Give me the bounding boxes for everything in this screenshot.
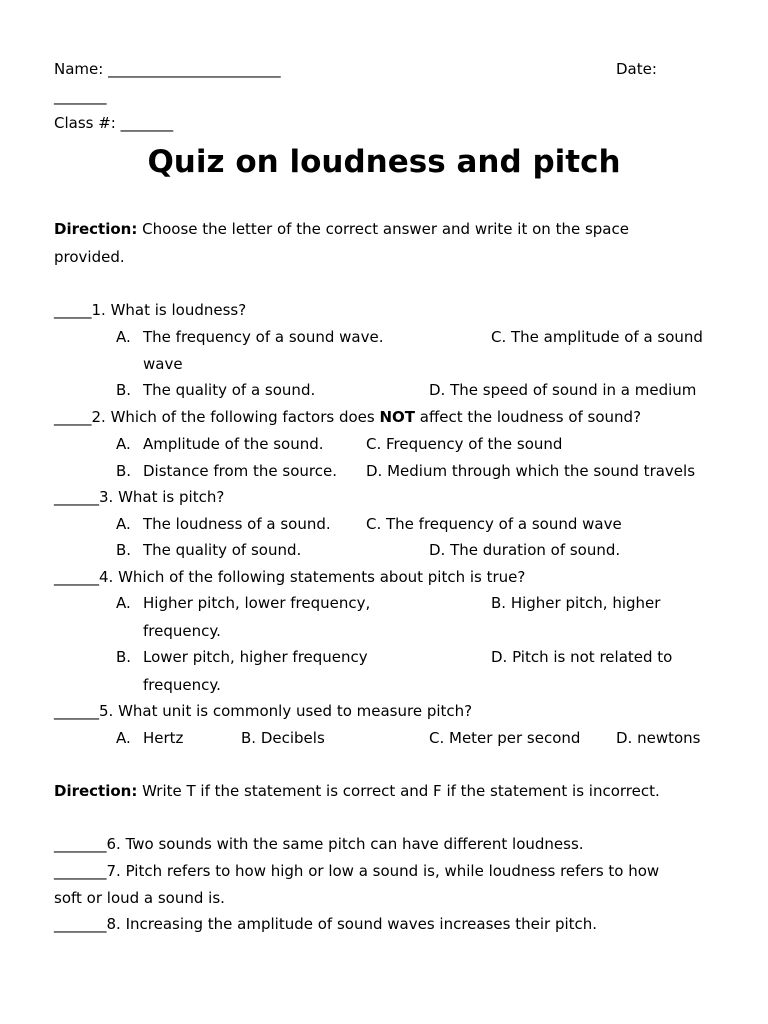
- q2-option-d: D. Medium through which the sound travels: [366, 462, 696, 480]
- class-number-field-label: Class #: _______: [54, 114, 174, 132]
- q2-option-a-letter: A.: [116, 435, 131, 453]
- question-2: [54, 410, 641, 425]
- q1-option-c: C. The amplitude of a sound: [491, 328, 703, 346]
- question-4: ______4. Which of the following statements about pitch is true?: [54, 568, 526, 586]
- name-field-label: Name: _______________________: [54, 60, 281, 78]
- q3-option-b-letter: B.: [116, 541, 132, 559]
- q1-option-a: The frequency of a sound wave.: [143, 328, 384, 346]
- q2-prompt-end: affect the loudness of sound?: [415, 408, 642, 426]
- q1-option-c-continued: wave: [143, 355, 183, 373]
- question-1: _____1. What is loudness?: [54, 301, 247, 319]
- q1-option-b: The quality of a sound.: [143, 381, 316, 399]
- q4-option-a-letter: A.: [116, 594, 131, 612]
- question-8: _______8. Increasing the amplitude of sound waves increases their pitch.: [54, 915, 598, 933]
- q2-prompt-emphasis: NOT: [379, 408, 416, 426]
- direction-label: Direction:: [54, 220, 138, 238]
- q3-option-a: The loudness of a sound.: [143, 515, 331, 533]
- q5-option-a: Hertz: [143, 729, 184, 747]
- q3-option-b: The quality of sound.: [143, 541, 302, 559]
- q1-option-a-letter: A.: [116, 328, 131, 346]
- q2-option-c: C. Frequency of the sound: [366, 435, 563, 453]
- date-field-label: Date:: [616, 60, 657, 78]
- question-6: _______6. Two sounds with the same pitch can have different loudness.: [54, 835, 584, 853]
- q1-option-d: D. The speed of sound in a medium: [429, 381, 697, 399]
- q4-option-d: D. Pitch is not related to: [491, 648, 673, 666]
- q3-option-a-letter: A.: [116, 515, 131, 533]
- q4-option-b-right: B. Higher pitch, higher: [491, 594, 661, 612]
- date-field-blank: _______: [54, 87, 107, 105]
- q5-option-d: D. newtons: [616, 729, 701, 747]
- direction-text-2: Write T if the statement is correct and F if the statement is incorrect.: [137, 782, 660, 800]
- q2-prompt-start: _____2. Which of the following factors does: [54, 408, 380, 426]
- question-5: ______5. What unit is commonly used to measure pitch?: [54, 702, 473, 720]
- q2-option-a: Amplitude of the sound.: [143, 435, 324, 453]
- q5-option-c: C. Meter per second: [429, 729, 581, 747]
- direction-text-continued: provided.: [54, 248, 125, 266]
- question-7-continued: soft or loud a sound is.: [54, 889, 225, 907]
- page-title: Quiz on loudness and pitch: [147, 144, 621, 180]
- direction-text: Choose the letter of the correct answer and write it on the space: [137, 220, 629, 238]
- question-3: ______3. What is pitch?: [54, 488, 225, 506]
- q4-option-d-continued: frequency.: [143, 676, 221, 694]
- q5-option-a-letter: A.: [116, 729, 131, 747]
- direction-label-2: Direction:: [54, 782, 138, 800]
- direction-multiple-choice: [54, 222, 629, 237]
- q1-option-b-letter: B.: [116, 381, 132, 399]
- q4-option-b-letter: B.: [116, 648, 132, 666]
- q4-option-a: Higher pitch, lower frequency,: [143, 594, 371, 612]
- direction-true-false: [54, 784, 660, 799]
- q3-option-c: C. The frequency of a sound wave: [366, 515, 622, 533]
- q4-option-b: Lower pitch, higher frequency: [143, 648, 368, 666]
- question-7: _______7. Pitch refers to how high or low a sound is, while loudness refers to how: [54, 862, 660, 880]
- q5-option-b: B. Decibels: [241, 729, 325, 747]
- q3-option-d: D. The duration of sound.: [429, 541, 621, 559]
- q4-option-b-right-continued: frequency.: [143, 622, 221, 640]
- q2-option-b-letter: B.: [116, 462, 132, 480]
- q2-option-b: Distance from the source.: [143, 462, 337, 480]
